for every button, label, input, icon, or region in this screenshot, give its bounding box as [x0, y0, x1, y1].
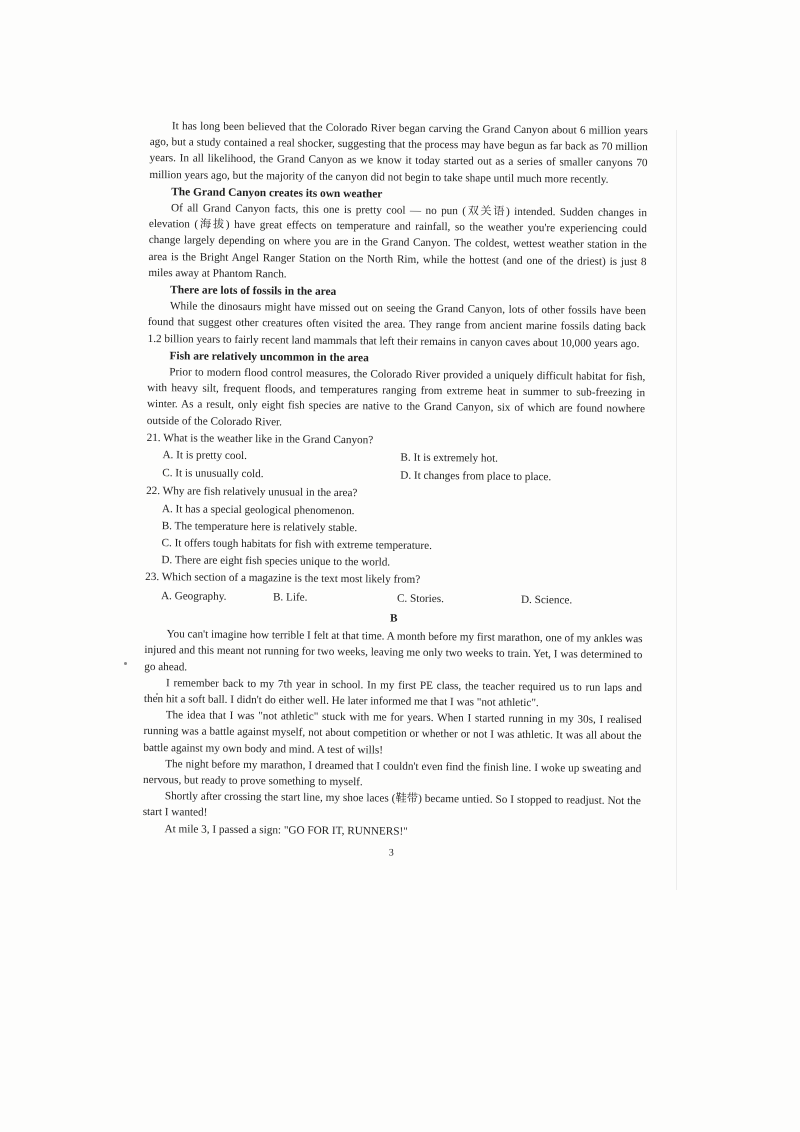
- question-21-option-b: B. It is extremely hot.: [400, 451, 499, 465]
- question-23-option-b: B. Life.: [272, 591, 308, 604]
- passage-b-paragraph: You can't imagine how terrible I felt at that time. A month before my first marathon, one of my ankles was injured and this meant not running for two weeks, leaving me only two weeks to train. Yet, I was determined to go ahead.: [144, 628, 643, 673]
- exam-text-column: [142, 118, 648, 864]
- passage-b-paragraph: The idea that I was "not athletic" stuck with me for years. When I started running in my 30s, I realised running was a battle against myself, not about competition or whether or not I was athletic. It was all about the battle against my own body and mind. A test of wills!: [143, 709, 642, 756]
- question-23-stem: 23. Which section of a magazine is the text most likely from?: [145, 571, 421, 587]
- question-22-option-d: D. There are eight fish species unique to the world.: [161, 554, 391, 569]
- passage-b-paragraph: The night before my marathon, I dreamed that I couldn't even find the finish line. I woke up sweating and nervous, but ready to prove something to myself.: [143, 757, 642, 789]
- page-number: 3: [388, 847, 394, 859]
- passage-b-paragraph: Shortly after crossing the start line, my shoe laces (鞋带) became untied. So I stopped to readjust. Not the start I wanted!: [142, 790, 641, 819]
- section-heading-weather: The Grand Canyon creates its own weather: [171, 186, 383, 201]
- question-21-option-c: C. It is unusually cold.: [162, 467, 264, 481]
- scan-speck: [124, 662, 127, 665]
- question-22-stem: 22. Why are fish relatively unusual in the area?: [146, 485, 358, 500]
- question-23-option-a: A. Geography.: [160, 589, 227, 603]
- question-22-option-a: A. It has a special geological phenomenon.: [161, 502, 355, 517]
- section-body-fish: Prior to modern flood control measures, the Colorado River provided a uniquely difficult habitat for fish, with heavy silt, frequent floods, and temperatures ranging from extreme heat in summer to sub-freezing in winter. As a result, only eight fish species are native to the Grand Canyon, six of which are found nowhere outside of the Colorado River.: [146, 366, 646, 429]
- passage-b-paragraph: At mile 3, I passed a sign: "GO FOR IT, RUNNERS!": [164, 822, 408, 838]
- question-22-option-c: C. It offers tough habitats for fish with extreme temperature.: [161, 537, 432, 553]
- question-23-option-c: C. Stories.: [396, 592, 444, 605]
- section-heading-fish: Fish are relatively uncommon in the area: [169, 350, 369, 365]
- section-b-label: B: [389, 612, 398, 625]
- section-heading-fossils: There are lots of fossils in the area: [170, 284, 337, 298]
- section-body-weather: Of all Grand Canyon facts, this one is pretty cool — no pun (双关语) intended. Sudden changes in elevation (海拔) have great effects on temperature and rainfall, so the weather you're experiencing could change largely depending on where you are in the Grand Canyon. The coldest, wettest weather station in the area is the Bright Angel Ranger Station on the North Rim, while the hottest (and one of the driest) is just 8 miles away at Phantom Ranch.: [148, 202, 648, 281]
- question-23-options: [161, 588, 643, 609]
- scan-edge-shadow: [676, 130, 677, 890]
- question-21-options: [162, 446, 644, 487]
- question-23-option-d: D. Science.: [520, 593, 573, 607]
- question-21-stem: 21. What is the weather like in the Grand Canyon?: [146, 431, 374, 447]
- section-body-fossils: While the dinosaurs might have missed out on seeing the Grand Canyon, lots of other fossils have been found that suggest other creatures often visited the area. They range from ancient marine fossils dating back 1.2 billion years to fairly recent land mammals that left their remains in canyon caves about 10,000 years ago.: [147, 300, 647, 350]
- question-21-option-a: A. It is pretty cool.: [162, 449, 248, 463]
- passage-a-intro: It has long been believed that the Colorado River began carving the Grand Canyon about 6 million years ago, but a study contained a real shocker, suggesting that the process may have begun as far back as 70 million years. In all likelihood, the Grand Canyon as we know it today started out as a series of smaller canyons 70 million years ago, but the majority of the canyon did not begin to take shape until much more recently.: [149, 120, 648, 186]
- question-22-option-b: B. The temperature here is relatively stable.: [161, 520, 358, 535]
- passage-b-paragraph: I remember back to my 7th year in school. In my first PE class, the teacher required us to run laps and then hit a soft ball. I didn't do either well. He later informed me that I was "not athletic".: [143, 676, 643, 710]
- question-21-option-d: D. It changes from place to place.: [400, 469, 552, 484]
